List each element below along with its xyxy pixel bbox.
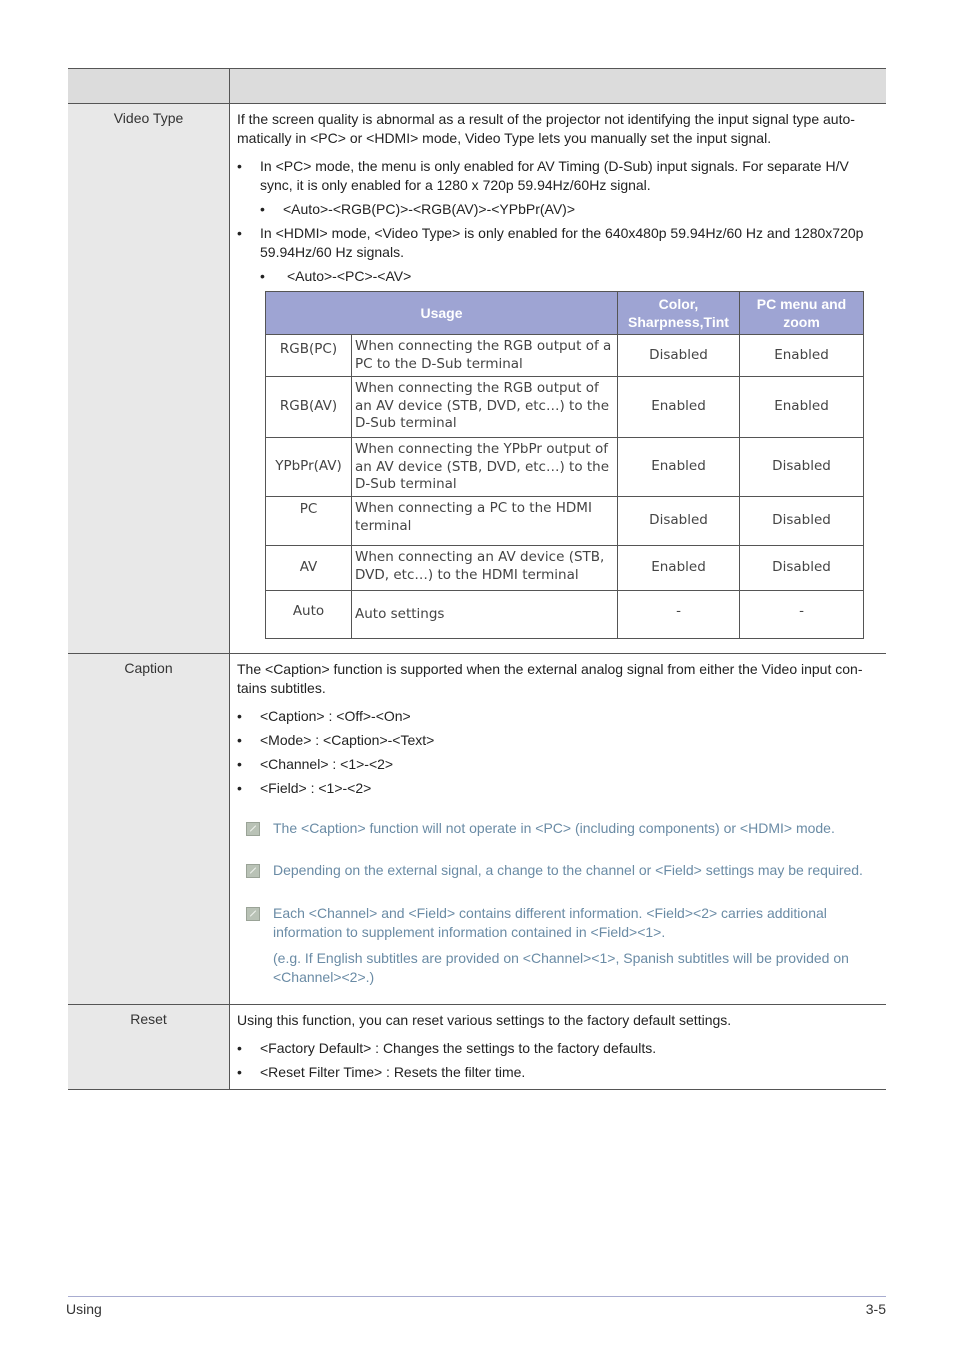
settings-table [68, 68, 886, 1090]
pc-menu-cell: Disabled [740, 497, 864, 546]
note: Each <Channel> and <Field> contains different information. <Field><2> carries additional information to supplement information contained in <Field><1>. (e.g. If English subtitles are provided on <Channel><1>, Spanish subtitles will be provided on <Channel><2>.) [237, 904, 878, 987]
color-cell: Enabled [618, 377, 740, 438]
note-icon [246, 864, 260, 878]
color-cell: Enabled [618, 546, 740, 591]
list-item: • <Mode> : <Caption>-<Text> [237, 731, 878, 750]
table-row [266, 335, 864, 377]
table-row [266, 438, 864, 497]
note-example: (e.g. If English subtitles are provided on <Channel><1>, Spanish subtitles will be provided on <Channel><2>.) [273, 950, 849, 985]
note: Depending on the external signal, a change to the channel or <Field> settings may be required. [237, 861, 878, 880]
inner-header-row [266, 292, 864, 335]
option-description [230, 104, 887, 654]
option-label: Video Type [68, 104, 230, 654]
list-item: • <Auto>-<RGB(PC)>-<RGB(AV)>-<YPbPr(AV)> [260, 200, 878, 219]
list-item: • In <HDMI> mode, <Video Type> is only enabled for the 640x480p 59.94Hz/60 Hz and 1280x720p 59.94Hz/60 Hz signals. • <Auto>-<PC>-<AV> [237, 224, 878, 286]
header-color: Color, Sharpness,Tint [618, 292, 740, 335]
video-type-table [265, 291, 864, 639]
sub-list [260, 267, 878, 286]
pc-menu-cell: Enabled [740, 335, 864, 377]
table-header-row [68, 69, 886, 104]
note-icon [246, 907, 260, 921]
header-usage: Usage [266, 292, 618, 335]
list-item: • <Reset Filter Time> : Resets the filter time. [237, 1063, 878, 1082]
intro-text: If the screen quality is abnormal as a result of the projector not identifying the input signal type auto-matically in <PC> or <HDMI> mode, Video Type lets you manually set the input signal. [237, 111, 855, 146]
mode-cell: AV [266, 546, 352, 591]
table-row-reset [68, 1005, 886, 1090]
color-cell: Disabled [618, 335, 740, 377]
option-label: Caption [68, 654, 230, 1005]
option-label: Reset [68, 1005, 230, 1090]
table-row-caption [68, 654, 886, 1005]
intro-text: Using this function, you can reset various settings to the factory default settings. [237, 1012, 732, 1028]
list-item: • In <PC> mode, the menu is only enabled for AV Timing (D-Sub) input signals. For separate H/V sync, it is only enabled for a 1280 x 720p 59.94Hz/60Hz signal. • <Auto>-<RGB(PC)>-<RGB(AV)>-<YPbPr(AV)> [237, 157, 878, 219]
pc-menu-cell: Enabled [740, 377, 864, 438]
bullet-list [237, 157, 878, 286]
sub-list [260, 200, 878, 219]
list-item: • <Channel> : <1>-<2> [237, 755, 878, 774]
desc-cell: Auto settings [352, 591, 618, 639]
note: The <Caption> function will not operate in <PC> (including components) or <HDMI> mode. [237, 819, 878, 838]
list-item: • <Field> : <1>-<2> [237, 779, 878, 798]
header-pc-menu: PC menu and zoom [740, 292, 864, 335]
mode-cell: YPbPr(AV) [266, 438, 352, 497]
mode-cell: Auto [266, 591, 352, 639]
footer-section: Using [66, 1301, 102, 1317]
bullet-list [237, 1039, 878, 1082]
list-item: • <Factory Default> : Changes the settings to the factory defaults. [237, 1039, 878, 1058]
pc-menu-cell: Disabled [740, 546, 864, 591]
desc-cell: When connecting the RGB output of a PC to the D-Sub terminal [352, 335, 618, 377]
page-number: 3-5 [865, 1301, 886, 1317]
table-row-video-type [68, 104, 886, 654]
intro-text: The <Caption> function is supported when the external analog signal from either the Video input con-tains subtitles. [237, 661, 863, 696]
note-icon [246, 822, 260, 836]
table-row [266, 591, 864, 639]
desc-cell: When connecting the YPbPr output of an AV device (STB, DVD, etc…) to the D-Sub terminal [352, 438, 618, 497]
table-row [266, 546, 864, 591]
mode-cell: RGB(PC) [266, 335, 352, 377]
table-row [266, 497, 864, 546]
pc-menu-cell: - [740, 591, 864, 639]
option-description [230, 654, 887, 1005]
color-cell: Enabled [618, 438, 740, 497]
desc-cell: When connecting a PC to the HDMI terminal [352, 497, 618, 546]
bullet-list [237, 707, 878, 798]
table-row [266, 377, 864, 438]
option-description [230, 1005, 887, 1090]
list-item: • <Caption> : <Off>-<On> [237, 707, 878, 726]
header-cell-description [230, 69, 887, 104]
pc-menu-cell: Disabled [740, 438, 864, 497]
list-item: • <Auto>-<PC>-<AV> [260, 267, 878, 286]
color-cell: - [618, 591, 740, 639]
desc-cell: When connecting an AV device (STB, DVD, etc…) to the HDMI terminal [352, 546, 618, 591]
header-cell-option [68, 69, 230, 104]
mode-cell: PC [266, 497, 352, 546]
footer-divider [68, 1296, 886, 1297]
mode-cell: RGB(AV) [266, 377, 352, 438]
color-cell: Disabled [618, 497, 740, 546]
desc-cell: When connecting the RGB output of an AV device (STB, DVD, etc…) to the D-Sub terminal [352, 377, 618, 438]
